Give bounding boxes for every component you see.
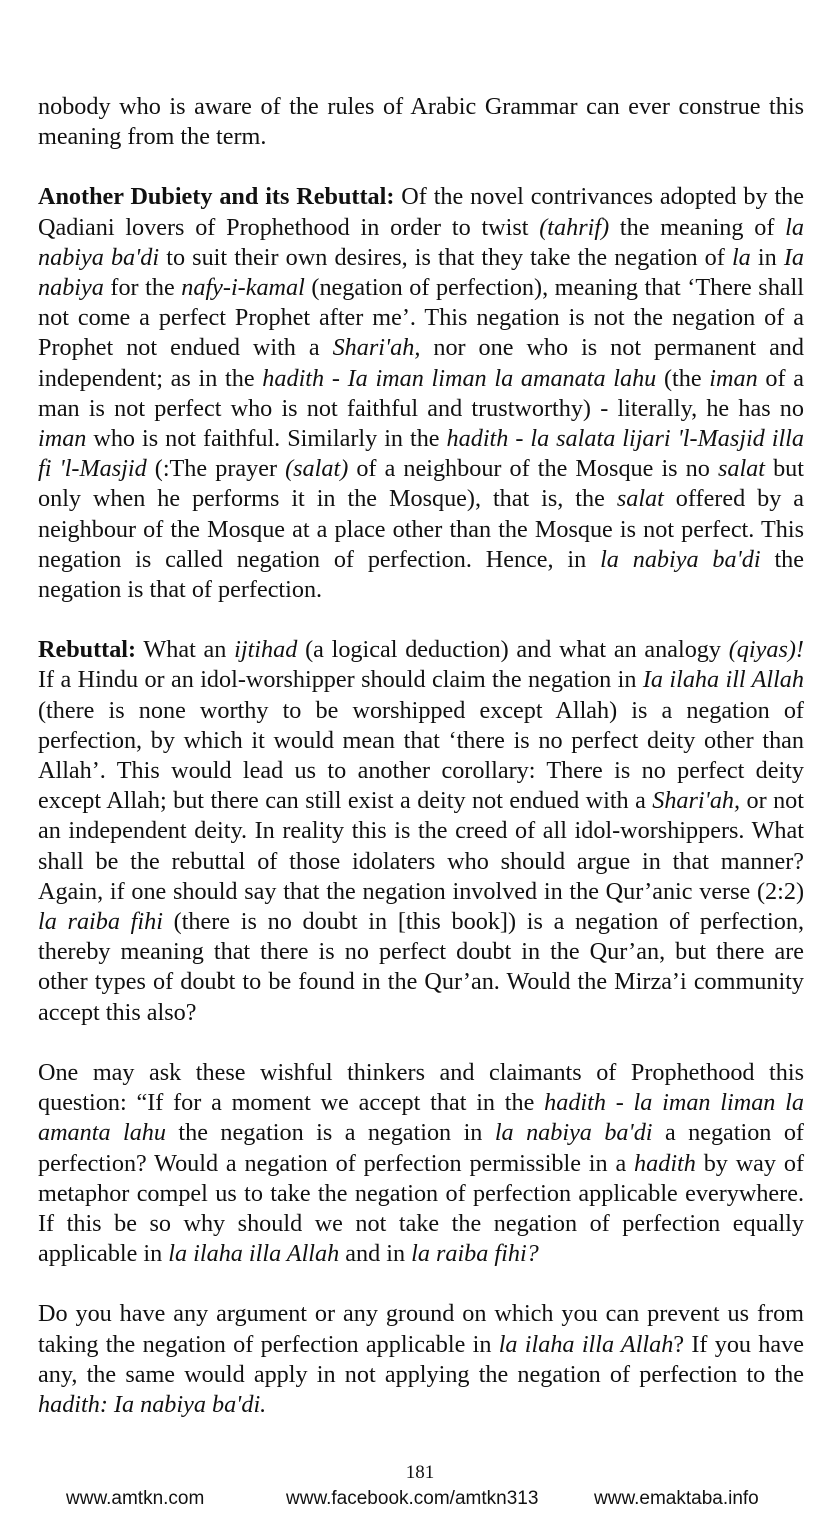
text-run: hadith: Ia nabiya ba'di. — [38, 1390, 267, 1418]
text-run: of a neighbour of the Mosque is no — [348, 455, 718, 483]
text-run: hadith - Ia iman liman la amanata lahu — [262, 364, 657, 392]
text-run: la — [731, 243, 751, 271]
text-run: Of the novel contrivances adopted by the Qadiani lovers of Prophethood in order to twist — [38, 183, 804, 241]
text-run: offered by a neighbour of the Mosque at a place other than the Mosque is not perfect. This negation is called negation of perfection. Hence, in — [38, 485, 805, 573]
text-run: la ilaha illa Allah — [498, 1330, 674, 1358]
text-run: iman — [709, 364, 758, 392]
text-run: (qiyas)! — [728, 636, 804, 664]
text-run: for the — [103, 274, 182, 302]
text-run: (the — [656, 364, 710, 392]
text-run: (negation of perfection), meaning that ‘There shall not come a perfect Prophet after me’. This negation is not the negation of a Prophet not endued with a — [38, 274, 804, 362]
text-run: nor one who is not permanent and independent; as in the — [38, 334, 804, 392]
text-run: Ia nabiya — [38, 243, 804, 302]
paragraph — [38, 182, 804, 605]
text-run: Rebuttal: — [38, 636, 137, 664]
text-run: Shari'ah, — [332, 334, 421, 362]
text-run: salat — [717, 455, 765, 483]
text-run: la raiba fihi — [38, 908, 163, 936]
text-run: la raiba fihi? — [411, 1240, 539, 1268]
text-run: Another Dubiety and its Rebuttal: — [38, 183, 395, 211]
text-run: by way of metaphor compel us to take the negation of perfection applicable everywhere. If this be so why should we not take the negation of perfection equally applicable in — [38, 1149, 804, 1268]
text-run: What an — [136, 636, 235, 664]
text-run: iman — [38, 425, 87, 453]
text-run: (salat) — [285, 455, 349, 483]
text-run: the negation is that of perfection. — [38, 545, 804, 604]
text-run: ? If you have any, the same would apply in not applying the negation of perfection to the — [38, 1330, 804, 1388]
text-run: (a logical deduction) and what an analogy — [297, 636, 729, 664]
text-run: of a man is not perfect who is not faithful and trustworthy) - literally, he has no — [38, 364, 804, 422]
text-run: ijtihad — [234, 636, 298, 664]
text-run: salat — [616, 485, 664, 513]
text-run: la nabiya ba'di — [600, 545, 761, 573]
text-run: but only when he performs it in the Mosque), that is, the — [38, 455, 804, 513]
text-run: Shari'ah, — [652, 787, 741, 815]
text-run: (there is none worthy to be worshipped except Allah) is a negation of perfection, by which it would mean that ‘there is no perfect deity other than Allah’. This would lead us to another corollary: There is no perfect deity except Allah; but there can still exist a deity not endued with a — [38, 696, 804, 815]
text-run: (tahrif) — [539, 213, 610, 241]
footer-link-right[interactable]: www.emaktaba.info — [594, 1488, 759, 1509]
paragraph — [38, 92, 804, 152]
text-run: la nabiya ba'di — [494, 1119, 653, 1147]
text-run: nobody who is aware of the rules of Arabic Grammar can ever construe this meaning from the term. — [38, 93, 804, 151]
text-run: la ilaha illa Allah — [168, 1240, 340, 1268]
text-run: in — [750, 243, 784, 271]
text-run: (there is no doubt in [this book]) is a negation of perfection, thereby meaning that there is no perfect doubt in the Qur’an, but there are other types of doubt to be found in the Qur’an. Would the Mirza’i community accept this also? — [38, 908, 805, 1026]
text-run: to suit their own desires, is that they take the negation of — [159, 243, 732, 271]
page-number: 181 — [405, 1462, 435, 1483]
text-run: and in — [339, 1240, 412, 1268]
text-run: who is not faithful. Similarly in the — [86, 425, 447, 453]
text-run: Ia ilaha ill Allah — [642, 666, 804, 694]
text-run: (:The prayer — [146, 455, 286, 483]
paragraph — [38, 635, 804, 1028]
paragraph — [38, 1299, 804, 1420]
text-run: la nabiya ba'di — [38, 213, 804, 271]
text-run: the meaning of — [609, 213, 786, 241]
text-run: hadith - la iman liman la amanta lahu — [38, 1089, 804, 1147]
page-body — [38, 92, 804, 1450]
paragraph — [38, 1058, 804, 1269]
footer-link-left[interactable]: www.amtkn.com — [66, 1488, 205, 1509]
text-run: One may ask these wishful thinkers and claimants of Prophethood this question: “If for a moment we accept that in the — [38, 1058, 804, 1117]
text-run: a negation of perfection? Would a negation of perfection permissible in a — [38, 1119, 804, 1177]
text-run: Do you have any argument or any ground on which you can prevent us from taking the negation of perfection applicable in — [38, 1300, 804, 1358]
text-run: hadith - la salata lijari 'l-Masjid illa fi 'l-Masjid — [38, 425, 804, 483]
text-run: nafy-i-kamal — [181, 274, 305, 302]
footer-link-center[interactable]: www.facebook.com/amtkn313 — [286, 1488, 539, 1509]
text-run: If a Hindu or an idol-worshipper should claim the negation in — [38, 666, 643, 694]
text-run: or not an independent deity. In reality this is the creed of all idol-worshippers. What shall be the rebuttal of those idolaters who should argue in that manner? Again, if one should say that the negation involved in the Qur’anic verse (2:2) — [38, 787, 804, 905]
text-run: the negation is a negation in — [166, 1119, 495, 1147]
text-run: hadith — [634, 1149, 696, 1177]
